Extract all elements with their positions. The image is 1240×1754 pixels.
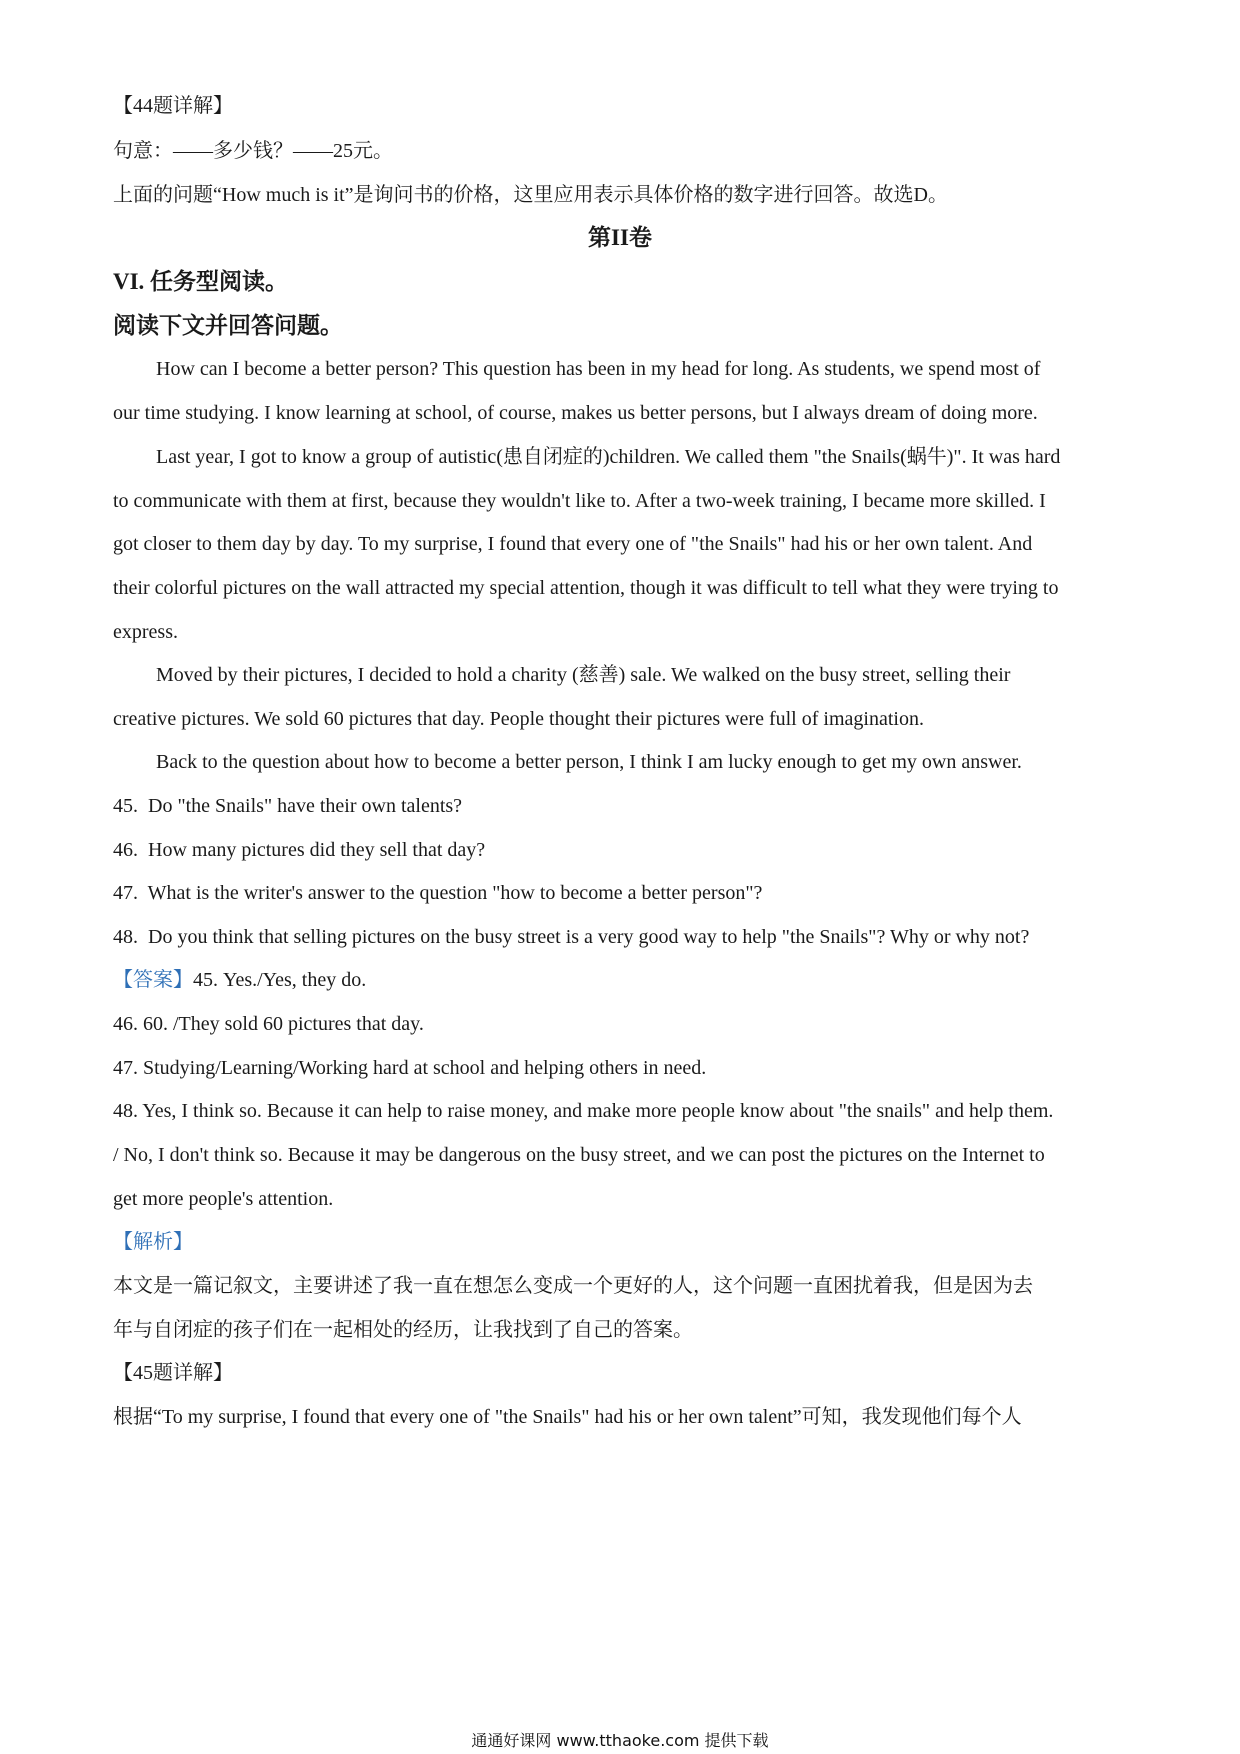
question-number: 45. bbox=[113, 795, 138, 817]
analysis-text-line: 年与自闭症的孩子们在一起相处的经历，让我找到了自己的答案。 bbox=[113, 1319, 693, 1341]
answer-45: 45. Yes./Yes, they do. bbox=[193, 969, 367, 991]
q45-detail-text: 根据“To my surprise, I found that every one of "the Snails" had his or her own talent”可知，我发现他们每个人 bbox=[113, 1406, 1022, 1428]
answer-48-line: 48. Yes, I think so. Because it can help to raise money, and make more people know about "the snails" and help them. bbox=[113, 1100, 1054, 1122]
passage-line: Back to the question about how to become a better person, I think I am lucky enough to get my own answer. bbox=[156, 751, 1022, 773]
section-title: VI. 任务型阅读。 bbox=[113, 269, 289, 294]
passage-line: creative pictures. We sold 60 pictures that day. People thought their pictures were full of imagination. bbox=[113, 708, 924, 730]
analysis-label: 【解析】 bbox=[113, 1231, 193, 1253]
passage-line: our time studying. I know learning at school, of course, makes us better persons, but I always dream of doing more. bbox=[113, 402, 1038, 424]
volume-title: 第II卷 bbox=[588, 225, 652, 250]
question-48 bbox=[113, 923, 1133, 951]
answer-label: 【答案】 bbox=[113, 969, 193, 991]
question-47 bbox=[113, 879, 1133, 907]
answer-48-line: get more people's attention. bbox=[113, 1188, 334, 1210]
q44-detail-heading: 【44题详解】 bbox=[113, 95, 233, 117]
passage-line: How can I become a better person? This question has been in my head for long. As students, we spend most of bbox=[156, 358, 1041, 380]
page-footer: 通通好课网 www.tthaoke.com 提供下载 bbox=[471, 1731, 769, 1750]
answer-45-line bbox=[113, 966, 1133, 994]
passage-line: to communicate with them at first, because they wouldn't like to. After a two-week training, I became more skilled. I bbox=[113, 490, 1046, 512]
answer-48-line: / No, I don't think so. Because it may be dangerous on the busy street, and we can post the pictures on the Internet to bbox=[113, 1144, 1045, 1166]
question-text: Do you think that selling pictures on the busy street is a very good way to help "the Snails"? Why or why not? bbox=[148, 926, 1030, 948]
analysis-text-line: 本文是一篇记叙文，主要讲述了我一直在想怎么变成一个更好的人，这个问题一直困扰着我，但是因为去 bbox=[113, 1275, 1033, 1297]
question-45 bbox=[113, 792, 1133, 820]
passage-line: express. bbox=[113, 621, 178, 643]
q44-explanation: 上面的问题“How much is it”是询问书的价格，这里应用表示具体价格的数字进行回答。故选D。 bbox=[113, 184, 948, 206]
question-text: What is the writer's answer to the question "how to become a better person"? bbox=[147, 882, 763, 904]
answer-46: 46. 60. /They sold 60 pictures that day. bbox=[113, 1013, 424, 1035]
passage-line: got closer to them day by day. To my surprise, I found that every one of "the Snails" had his or her own talent. And bbox=[113, 533, 1033, 555]
answer-47: 47. Studying/Learning/Working hard at school and helping others in need. bbox=[113, 1057, 707, 1079]
q45-detail-heading: 【45题详解】 bbox=[113, 1362, 233, 1384]
q44-sentence-meaning: 句意：——多少钱？——25元。 bbox=[113, 140, 393, 162]
section-instruction: 阅读下文并回答问题。 bbox=[113, 313, 343, 338]
question-text: Do "the Snails" have their own talents? bbox=[148, 795, 463, 817]
passage-line: their colorful pictures on the wall attracted my special attention, though it was difficult to tell what they were trying to bbox=[113, 577, 1059, 599]
question-number: 46. bbox=[113, 839, 138, 861]
passage-line: Moved by their pictures, I decided to hold a charity (慈善) sale. We walked on the busy street, selling their bbox=[156, 664, 1011, 686]
question-46 bbox=[113, 836, 1133, 864]
question-number: 48. bbox=[113, 926, 138, 948]
question-number: 47. bbox=[113, 882, 138, 904]
question-text: How many pictures did they sell that day? bbox=[148, 839, 486, 861]
passage-line: Last year, I got to know a group of autistic(患自闭症的)children. We called them "the Snails(蜗牛)". It was hard bbox=[156, 446, 1061, 468]
